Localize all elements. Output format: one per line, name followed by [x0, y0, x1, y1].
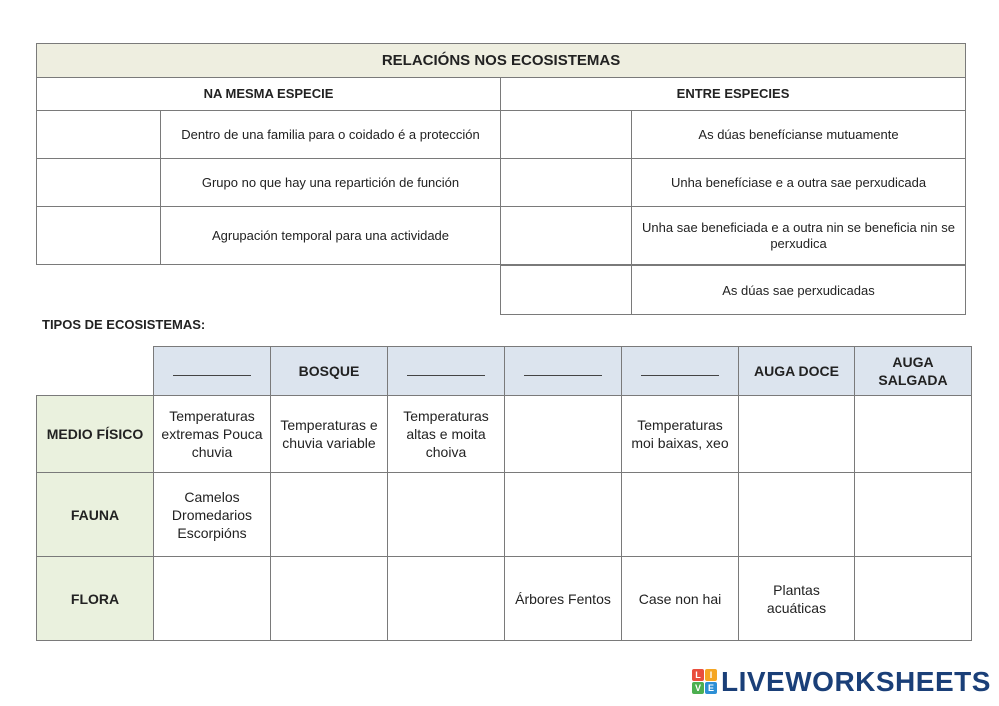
ecosystems-table: [36, 346, 972, 641]
answer-field-same-2[interactable]: [37, 159, 161, 207]
blank-answer-line: [641, 366, 719, 376]
answer-cell[interactable]: [855, 473, 972, 557]
table-cell: Case non hai: [622, 557, 739, 641]
row-header-flora: FLORA: [37, 557, 154, 641]
relations-table: [36, 43, 966, 265]
answer-field-between-3[interactable]: [501, 207, 632, 265]
column-header-3[interactable]: [388, 347, 505, 396]
answer-field-between-4[interactable]: [501, 266, 632, 315]
table-cell: Plantas acuáticas: [739, 557, 855, 641]
table-cell: Temperaturas extremas Pouca chuvia: [154, 396, 271, 473]
blank-answer-line: [173, 366, 251, 376]
column-header-1[interactable]: [154, 347, 271, 396]
table-cell: Árbores Fentos: [505, 557, 622, 641]
relations-table-extra-row: [500, 265, 966, 315]
liveworksheets-logo: [692, 666, 991, 698]
row-header-fauna: FAUNA: [37, 473, 154, 557]
same-species-desc-3: Agrupación temporal para una actividade: [161, 207, 501, 265]
answer-field-between-1[interactable]: [501, 111, 632, 159]
logo-badge-letter: I: [705, 669, 717, 681]
answer-cell[interactable]: [388, 473, 505, 557]
table-cell: Camelos Dromedarios Escorpións: [154, 473, 271, 557]
column-header-7: AUGA SALGADA: [855, 347, 972, 396]
row-header-medio-fisico: MEDIO FÍSICO: [37, 396, 154, 473]
logo-text: LIVEWORKSHEETS: [721, 666, 991, 697]
same-species-desc-1: Dentro de una familia para o coidado é a protección: [161, 111, 501, 159]
table-cell: Temperaturas altas e moita choiva: [388, 396, 505, 473]
answer-cell[interactable]: [739, 396, 855, 473]
answer-cell[interactable]: [154, 557, 271, 641]
between-species-header: ENTRE ESPECIES: [501, 78, 966, 111]
logo-badge-icon: [692, 669, 718, 695]
answer-cell[interactable]: [622, 473, 739, 557]
answer-cell[interactable]: [855, 557, 972, 641]
answer-cell[interactable]: [739, 473, 855, 557]
answer-field-between-2[interactable]: [501, 159, 632, 207]
blank-answer-line: [407, 366, 485, 376]
answer-field-same-3[interactable]: [37, 207, 161, 265]
column-header-4[interactable]: [505, 347, 622, 396]
relations-title: RELACIÓNS NOS ECOSISTEMAS: [37, 44, 966, 78]
answer-cell[interactable]: [505, 396, 622, 473]
answer-field-same-1[interactable]: [37, 111, 161, 159]
table-cell: Temperaturas e chuvia variable: [271, 396, 388, 473]
column-header-6: AUGA DOCE: [739, 347, 855, 396]
answer-cell[interactable]: [505, 473, 622, 557]
between-species-desc-4: As dúas sae perxudicadas: [632, 266, 966, 315]
logo-badge-letter: V: [692, 682, 704, 694]
between-species-desc-3: Unha sae beneficiada e a outra nin se beneficia nin se perxudica: [632, 207, 966, 265]
column-header-5[interactable]: [622, 347, 739, 396]
answer-cell[interactable]: [855, 396, 972, 473]
logo-badge-letter: E: [705, 682, 717, 694]
ecosystems-section-title: TIPOS DE ECOSISTEMAS:: [42, 317, 206, 332]
between-species-desc-1: As dúas benefícianse mutuamente: [632, 111, 966, 159]
table-cell: Temperaturas moi baixas, xeo: [622, 396, 739, 473]
answer-cell[interactable]: [388, 557, 505, 641]
table-corner: [37, 347, 154, 396]
same-species-header: NA MESMA ESPECIE: [37, 78, 501, 111]
answer-cell[interactable]: [271, 473, 388, 557]
between-species-desc-2: Unha benefíciase e a outra sae perxudicada: [632, 159, 966, 207]
blank-answer-line: [524, 366, 602, 376]
answer-cell[interactable]: [271, 557, 388, 641]
column-header-2: BOSQUE: [271, 347, 388, 396]
same-species-desc-2: Grupo no que hay una repartición de función: [161, 159, 501, 207]
logo-badge-letter: L: [692, 669, 704, 681]
